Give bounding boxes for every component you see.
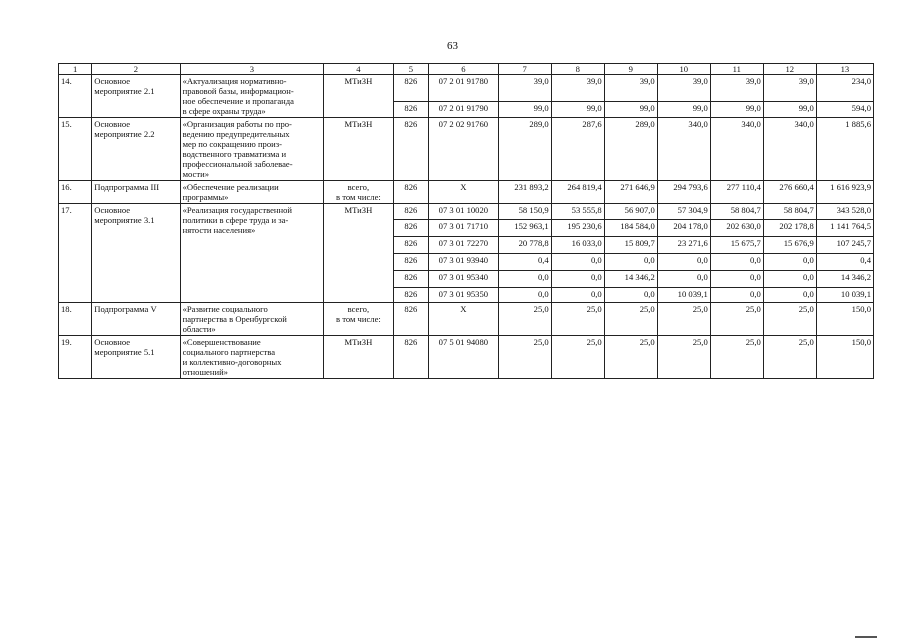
- amount-cell: 25,0: [710, 336, 763, 379]
- amount-cell: 202 178,8: [763, 220, 816, 237]
- amount-cell: 25,0: [763, 303, 816, 336]
- amount-cell: 10 039,1: [657, 288, 710, 303]
- amount-cell: 0,0: [657, 254, 710, 271]
- amount-cell: 15 676,9: [763, 237, 816, 254]
- page-edge-mark: [855, 636, 877, 638]
- amount-cell: 39,0: [657, 75, 710, 102]
- amount-cell: 25,0: [551, 336, 604, 379]
- amount-cell: 0,0: [551, 288, 604, 303]
- amount-cell: 10 039,1: [816, 288, 873, 303]
- amount-cell: 0,0: [710, 288, 763, 303]
- classification-code: 07 2 01 91790: [429, 102, 499, 118]
- amount-cell: 289,0: [604, 118, 657, 181]
- amount-cell: 58 804,7: [763, 204, 816, 220]
- amount-cell: 58 150,9: [498, 204, 551, 220]
- amount-cell: 99,0: [763, 102, 816, 118]
- column-number-header: 4: [324, 64, 394, 75]
- amount-cell: 16 033,0: [551, 237, 604, 254]
- amount-cell: 0,0: [763, 254, 816, 271]
- row-number: 17.: [59, 204, 92, 303]
- amount-cell: 53 555,8: [551, 204, 604, 220]
- budget-code: 826: [393, 271, 428, 288]
- measure-name: «Совершенствование социального партнерства и коллективно-договорных отношений»: [180, 336, 323, 379]
- budget-code: 826: [393, 102, 428, 118]
- amount-cell: 0,0: [763, 288, 816, 303]
- classification-code: 07 2 01 91780: [429, 75, 499, 102]
- amount-cell: 25,0: [498, 303, 551, 336]
- classification-code: 07 2 02 91760: [429, 118, 499, 181]
- amount-cell: 152 963,1: [498, 220, 551, 237]
- executor: МТиЗН: [324, 75, 394, 118]
- amount-cell: 20 778,8: [498, 237, 551, 254]
- row-number: 18.: [59, 303, 92, 336]
- column-number-header: 11: [710, 64, 763, 75]
- amount-cell: 25,0: [498, 336, 551, 379]
- classification-code: 07 3 01 71710: [429, 220, 499, 237]
- table-row: [59, 204, 874, 220]
- amount-cell: 15 809,7: [604, 237, 657, 254]
- amount-cell: 0,0: [551, 271, 604, 288]
- amount-cell: 340,0: [657, 118, 710, 181]
- page-number: 63: [447, 40, 458, 52]
- measure-name: «Развитие социального партнерства в Оренбургской области»: [180, 303, 323, 336]
- amount-cell: 594,0: [816, 102, 873, 118]
- classification-code: 07 3 01 95340: [429, 271, 499, 288]
- amount-cell: 0,0: [657, 271, 710, 288]
- program-level: Подпрограмма V: [92, 303, 180, 336]
- measure-name: «Актуализация нормативно- правовой базы, информацион- ное обеспечение и пропаганда в сфере охраны труда»: [180, 75, 323, 118]
- budget-code: 826: [393, 237, 428, 254]
- amount-cell: 202 630,0: [710, 220, 763, 237]
- executor: всего, в том числе:: [324, 181, 394, 204]
- amount-cell: 99,0: [657, 102, 710, 118]
- amount-cell: 1 616 923,9: [816, 181, 873, 204]
- amount-cell: 271 646,9: [604, 181, 657, 204]
- amount-cell: 294 793,6: [657, 181, 710, 204]
- amount-cell: 0,0: [763, 271, 816, 288]
- budget-code: 826: [393, 204, 428, 220]
- measure-name: «Организация работы по про- ведению предупредительных мер по сокращению произ- водственного травматизма и профессиональной заболевае- мости»: [180, 118, 323, 181]
- table-row: [59, 181, 874, 204]
- amount-cell: 23 271,6: [657, 237, 710, 254]
- column-number-header: 9: [604, 64, 657, 75]
- amount-cell: 14 346,2: [816, 271, 873, 288]
- budget-code: 826: [393, 220, 428, 237]
- amount-cell: 56 907,0: [604, 204, 657, 220]
- column-number-header: 2: [92, 64, 180, 75]
- budget-code: 826: [393, 254, 428, 271]
- budget-code: 826: [393, 181, 428, 204]
- amount-cell: 0,0: [604, 288, 657, 303]
- classification-code: Х: [429, 303, 499, 336]
- amount-cell: 15 675,7: [710, 237, 763, 254]
- executor: всего, в том числе:: [324, 303, 394, 336]
- classification-code: Х: [429, 181, 499, 204]
- amount-cell: 14 346,2: [604, 271, 657, 288]
- amount-cell: 0,0: [710, 271, 763, 288]
- amount-cell: 0,0: [604, 254, 657, 271]
- amount-cell: 99,0: [498, 102, 551, 118]
- amount-cell: 184 584,0: [604, 220, 657, 237]
- amount-cell: 0,0: [498, 288, 551, 303]
- amount-cell: 25,0: [604, 336, 657, 379]
- budget-table: [58, 63, 874, 379]
- amount-cell: 0,0: [551, 254, 604, 271]
- program-level: Основное мероприятие 5.1: [92, 336, 180, 379]
- amount-cell: 0,0: [498, 271, 551, 288]
- row-number: 19.: [59, 336, 92, 379]
- budget-code: 826: [393, 303, 428, 336]
- table-row: [59, 336, 874, 379]
- column-number-header: 1: [59, 64, 92, 75]
- column-number-header: 7: [498, 64, 551, 75]
- row-number: 14.: [59, 75, 92, 118]
- amount-cell: 39,0: [498, 75, 551, 102]
- amount-cell: 150,0: [816, 336, 873, 379]
- program-level: Основное мероприятие 2.2: [92, 118, 180, 181]
- measure-name: «Реализация государственной политики в сфере труда и за- нятости населения»: [180, 204, 323, 303]
- column-number-header: 13: [816, 64, 873, 75]
- amount-cell: 57 304,9: [657, 204, 710, 220]
- executor: МТиЗН: [324, 118, 394, 181]
- amount-cell: 25,0: [763, 336, 816, 379]
- amount-cell: 1 141 764,5: [816, 220, 873, 237]
- amount-cell: 25,0: [657, 336, 710, 379]
- amount-cell: 58 804,7: [710, 204, 763, 220]
- executor: МТиЗН: [324, 204, 394, 303]
- classification-code: 07 3 01 93940: [429, 254, 499, 271]
- column-number-header: 8: [551, 64, 604, 75]
- amount-cell: 264 819,4: [551, 181, 604, 204]
- row-number: 16.: [59, 181, 92, 204]
- amount-cell: 195 230,6: [551, 220, 604, 237]
- row-number: 15.: [59, 118, 92, 181]
- column-number-header: 10: [657, 64, 710, 75]
- amount-cell: 107 245,7: [816, 237, 873, 254]
- budget-code: 826: [393, 118, 428, 181]
- amount-cell: 0,4: [498, 254, 551, 271]
- amount-cell: 277 110,4: [710, 181, 763, 204]
- amount-cell: 340,0: [710, 118, 763, 181]
- classification-code: 07 5 01 94080: [429, 336, 499, 379]
- amount-cell: 340,0: [763, 118, 816, 181]
- amount-cell: 39,0: [763, 75, 816, 102]
- amount-cell: 150,0: [816, 303, 873, 336]
- column-number-row: [59, 64, 874, 75]
- amount-cell: 25,0: [551, 303, 604, 336]
- amount-cell: 204 178,0: [657, 220, 710, 237]
- column-number-header: 5: [393, 64, 428, 75]
- amount-cell: 25,0: [657, 303, 710, 336]
- classification-code: 07 3 01 10020: [429, 204, 499, 220]
- amount-cell: 25,0: [604, 303, 657, 336]
- amount-cell: 25,0: [710, 303, 763, 336]
- table-row: [59, 303, 874, 336]
- amount-cell: 289,0: [498, 118, 551, 181]
- table-row: [59, 75, 874, 102]
- amount-cell: 276 660,4: [763, 181, 816, 204]
- program-level: Основное мероприятие 3.1: [92, 204, 180, 303]
- amount-cell: 99,0: [604, 102, 657, 118]
- executor: МТиЗН: [324, 336, 394, 379]
- column-number-header: 6: [429, 64, 499, 75]
- amount-cell: 287,6: [551, 118, 604, 181]
- program-level: Основное мероприятие 2.1: [92, 75, 180, 118]
- column-number-header: 12: [763, 64, 816, 75]
- amount-cell: 39,0: [551, 75, 604, 102]
- amount-cell: 343 528,0: [816, 204, 873, 220]
- amount-cell: 39,0: [604, 75, 657, 102]
- measure-name: «Обеспечение реализации программы»: [180, 181, 323, 204]
- budget-code: 826: [393, 288, 428, 303]
- amount-cell: 99,0: [710, 102, 763, 118]
- amount-cell: 234,0: [816, 75, 873, 102]
- amount-cell: 231 893,2: [498, 181, 551, 204]
- classification-code: 07 3 01 95350: [429, 288, 499, 303]
- column-number-header: 3: [180, 64, 323, 75]
- program-level: Подпрограмма III: [92, 181, 180, 204]
- classification-code: 07 3 01 72270: [429, 237, 499, 254]
- table-row: [59, 118, 874, 181]
- amount-cell: 99,0: [551, 102, 604, 118]
- amount-cell: 0,0: [710, 254, 763, 271]
- amount-cell: 0,4: [816, 254, 873, 271]
- budget-code: 826: [393, 336, 428, 379]
- amount-cell: 1 885,6: [816, 118, 873, 181]
- amount-cell: 39,0: [710, 75, 763, 102]
- budget-code: 826: [393, 75, 428, 102]
